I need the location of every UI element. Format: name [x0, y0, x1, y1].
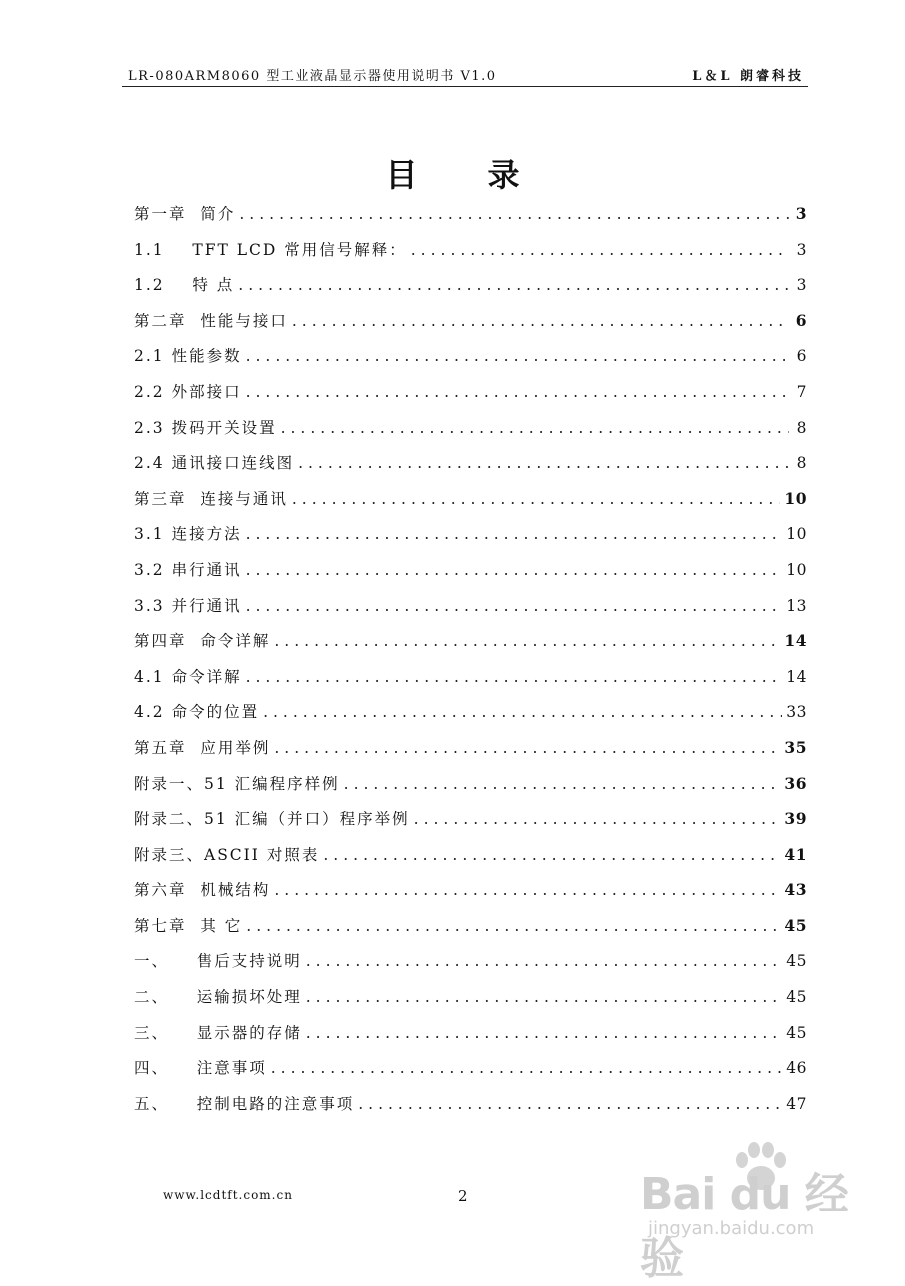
toc-entry[interactable]: [134, 273, 807, 309]
toc-entry-label: 1.2 特 点: [134, 276, 235, 295]
toc-leader-dots: [246, 383, 789, 401]
toc-entry-page: 10: [786, 525, 807, 544]
toc-entry[interactable]: [134, 380, 807, 416]
toc-entry[interactable]: [134, 451, 807, 487]
toc-entry-page: 36: [784, 773, 807, 793]
toc-leader-dots: [246, 347, 789, 365]
toc-entry-label: 3.1 连接方法: [134, 525, 242, 544]
toc-leader-dots: [246, 668, 783, 686]
toc-entry-label: 第六章 机械结构: [134, 881, 271, 900]
toc-entry-label: 附录三、ASCII 对照表: [134, 845, 320, 864]
toc-leader-dots: [298, 454, 789, 472]
toc-entry-page: 46: [786, 1059, 807, 1078]
toc-entry[interactable]: [134, 878, 807, 914]
toc-entry-page: 45: [784, 915, 807, 935]
toc-entry-page: 45: [786, 952, 807, 971]
toc-entry-page: 3: [796, 240, 807, 259]
toc-entry[interactable]: [134, 843, 807, 879]
toc-entry-label: 4.1 命令详解: [134, 667, 242, 686]
toc-entry-page: 41: [784, 844, 807, 864]
toc-entry[interactable]: [134, 416, 807, 452]
toc-leader-dots: [411, 241, 789, 259]
toc-leader-dots: [344, 775, 781, 793]
toc-entry[interactable]: [134, 594, 807, 630]
toc-entry-label: 2.3 拨码开关设置: [134, 418, 277, 437]
toc-entry[interactable]: [134, 344, 807, 380]
toc-leader-dots: [246, 561, 783, 579]
header-document-title: LR-080ARM8060 型工业液晶显示器使用说明书 V1.0: [128, 69, 497, 84]
toc-entry[interactable]: [134, 1056, 807, 1092]
toc-entry-page: 13: [786, 596, 807, 615]
toc-leader-dots: [271, 1059, 783, 1077]
table-of-contents: [134, 202, 807, 1127]
toc-entry-label: 2.4 通讯接口连线图: [134, 454, 295, 473]
footer-website: www.lcdtft.com.cn: [163, 1188, 293, 1202]
toc-leader-dots: [246, 597, 783, 615]
toc-entry-label: 2.1 性能参数: [134, 347, 242, 366]
toc-entry[interactable]: [134, 487, 807, 523]
toc-entry[interactable]: [134, 1092, 807, 1128]
toc-entry[interactable]: [134, 772, 807, 808]
toc-heading: 目录: [385, 156, 590, 194]
toc-entry[interactable]: [134, 238, 807, 274]
toc-entry-page: 14: [784, 631, 807, 651]
toc-leader-dots: [274, 632, 780, 650]
toc-entry-label: 二、 运输损坏处理: [134, 988, 302, 1007]
toc-entry[interactable]: [134, 985, 807, 1021]
toc-entry-label: 四、 注意事项: [134, 1059, 267, 1078]
toc-leader-dots: [246, 525, 783, 543]
toc-leader-dots: [274, 881, 780, 899]
toc-entry[interactable]: [134, 949, 807, 985]
toc-entry-page: 47: [786, 1094, 807, 1113]
toc-entry-label: 三、 显示器的存储: [134, 1023, 302, 1042]
page-header: [122, 62, 808, 87]
toc-leader-dots: [323, 846, 780, 864]
toc-leader-dots: [358, 1095, 782, 1113]
toc-entry-page: 3: [795, 204, 807, 223]
toc-entry[interactable]: [134, 807, 807, 843]
toc-entry[interactable]: [134, 629, 807, 665]
toc-entry-page: 35: [784, 737, 807, 757]
baidu-watermark: [640, 1140, 850, 1284]
toc-leader-dots: [306, 988, 783, 1006]
footer-page-number: 2: [458, 1187, 468, 1205]
toc-entry-label: 一、 售后支持说明: [134, 952, 302, 971]
toc-entry-page: 14: [786, 667, 807, 686]
watermark-text: Bai du 经验: [640, 1169, 848, 1284]
toc-entry-label: 3.3 并行通讯: [134, 596, 242, 615]
toc-entry-page: 7: [796, 382, 807, 401]
toc-entry-page: 6: [795, 310, 807, 330]
toc-entry-label: 第二章 性能与接口: [134, 311, 288, 330]
toc-entry-label: 附录二、51 汇编（并口）程序举例: [134, 810, 410, 829]
toc-leader-dots: [274, 739, 780, 757]
toc-leader-dots: [246, 917, 780, 935]
toc-entry-page: 8: [796, 418, 807, 437]
toc-entry-page: 33: [786, 703, 807, 722]
toc-entry[interactable]: [134, 309, 807, 345]
toc-leader-dots: [263, 703, 782, 721]
toc-entry[interactable]: [134, 202, 807, 238]
toc-entry-label: 附录一、51 汇编程序样例: [134, 774, 340, 793]
toc-entry-label: 五、 控制电路的注意事项: [134, 1094, 355, 1113]
toc-entry[interactable]: [134, 1021, 807, 1057]
toc-leader-dots: [292, 490, 781, 508]
toc-entry-page: 10: [784, 488, 807, 508]
toc-entry-page: 43: [784, 880, 807, 900]
toc-entry-label: 第七章 其 它: [134, 916, 243, 935]
toc-entry-label: 3.2 串行通讯: [134, 560, 242, 579]
toc-entry-label: 第三章 连接与通讯: [134, 489, 288, 508]
toc-leader-dots: [306, 952, 783, 970]
toc-leader-dots: [414, 810, 781, 828]
toc-leader-dots: [292, 312, 789, 330]
toc-entry-page: 45: [786, 1023, 807, 1042]
toc-entry-page: 3: [796, 276, 807, 295]
toc-entry[interactable]: [134, 914, 807, 950]
toc-entry-label: 第四章 命令详解: [134, 632, 271, 651]
toc-entry-label: 第一章 简介: [134, 205, 236, 223]
toc-entry[interactable]: [134, 665, 807, 701]
toc-entry-page: 39: [784, 809, 807, 829]
toc-leader-dots: [239, 205, 789, 223]
toc-entry[interactable]: [134, 736, 807, 772]
toc-entry-page: 6: [796, 347, 807, 366]
toc-leader-dots: [281, 419, 789, 437]
toc-entry-label: 2.2 外部接口: [134, 382, 242, 401]
toc-entry-label: 1.1 TFT LCD 常用信号解释：: [134, 240, 407, 259]
toc-entry[interactable]: [134, 558, 807, 594]
toc-entry-page: 45: [786, 988, 807, 1007]
watermark-url: jingyan.baidu.com: [648, 1218, 815, 1239]
toc-entry-page: 8: [796, 454, 807, 473]
toc-leader-dots: [238, 276, 789, 294]
toc-entry[interactable]: [134, 700, 807, 736]
toc-entry-label: 第五章 应用举例: [134, 738, 271, 757]
toc-entry-page: 10: [786, 560, 807, 579]
toc-leader-dots: [306, 1024, 783, 1042]
toc-entry-label: 4.2 命令的位置: [134, 703, 260, 722]
toc-entry[interactable]: [134, 522, 807, 558]
header-company-name: L＆L 朗睿科技: [692, 69, 804, 84]
